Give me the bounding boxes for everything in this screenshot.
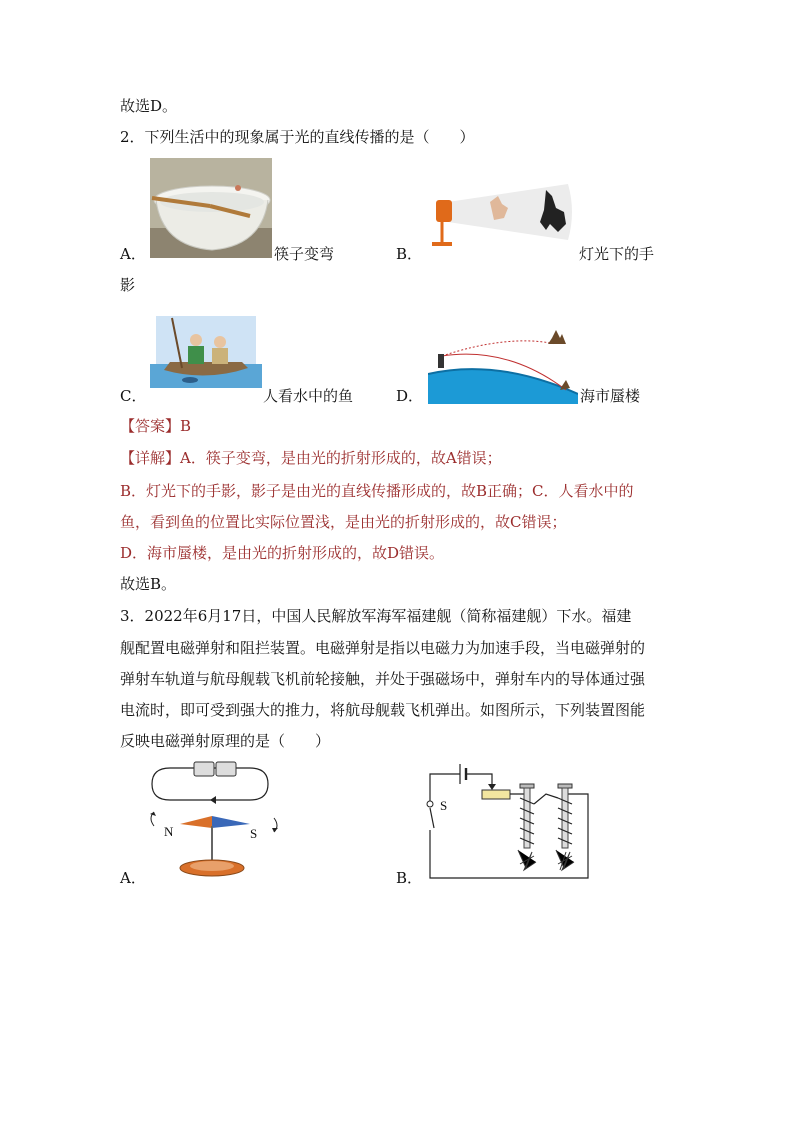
q2-detail-text-1: A．筷子变弯，是由光的折射形成的，故A错误；: [180, 449, 502, 467]
q2-detail-label: 【详解】: [120, 449, 181, 467]
q2-option-b-caption: 灯光下的手: [579, 245, 655, 263]
q2-option-b-image: [428, 182, 576, 252]
q2-detail-line-2: B．灯光下的手影，影子是由光的直线传播形成的，故B正确；C．人看水中的: [120, 482, 634, 500]
q2-answer: [120, 416, 191, 436]
q3-b-label-s: S: [440, 798, 448, 813]
prev-conclusion-text: 故选D。: [120, 97, 178, 115]
q2-conclusion: 故选B。: [120, 575, 177, 593]
q2-option-a-caption: 筷子变弯: [274, 245, 335, 263]
q3-line-3: 弹射车轨道与航母舰载飞机前轮接触，并处于强磁场中，弹射车内的导体通过强: [120, 670, 646, 688]
q3-option-b-letter: B．: [396, 869, 423, 887]
q2-option-c-image: [150, 312, 262, 388]
q2-option-d-image: [428, 328, 578, 404]
q2-option-d-letter: D．: [396, 387, 424, 405]
q3-line-1: 3．2022年6月17日，中国人民解放军海军福建舰（简称福建舰）下水。福建: [120, 607, 632, 625]
q2-detail-line-3: 鱼，看到鱼的位置比实际位置浅，是由光的折射形成的，故C错误；: [120, 513, 567, 531]
q2-option-a-letter: A．: [120, 245, 146, 263]
prev-conclusion: [120, 96, 177, 116]
q3-option-a-image: [140, 758, 290, 884]
q2-stem: 2．下列生活中的现象属于光的直线传播的是（ ）: [120, 128, 475, 146]
q3-a-label-n: N: [164, 824, 174, 839]
q2-detail-line-4: D．海市蜃楼，是由光的折射形成的，故D错误。: [120, 544, 445, 562]
q3-option-b-image: [420, 758, 596, 884]
q3-line-2: 舰配置电磁弹射和阻拦装置。电磁弹射是指以电磁力为加速手段，当电磁弹射的: [120, 639, 646, 657]
q2-option-c-caption: 人看水中的鱼: [263, 387, 354, 405]
q2-answer-value: B: [180, 417, 192, 435]
q2-option-a-image: [150, 158, 272, 258]
q2-option-b-letter: B．: [396, 245, 423, 263]
q2-option-c-letter: C．: [120, 387, 147, 405]
q3-line-5: 反映电磁弹射原理的是（ ）: [120, 732, 331, 750]
q2-detail-line-1: [120, 448, 502, 468]
q3-option-a-letter: A．: [120, 869, 146, 887]
q2-answer-label: 【答案】: [120, 417, 181, 435]
q2-option-d-caption: 海市蜃楼: [580, 387, 641, 405]
q2-option-b-caption-wrap: 影: [120, 276, 136, 294]
q3-line-4: 电流时，即可受到强大的推力，将航母舰载飞机弹出。如图所示，下列装置图能: [120, 701, 646, 719]
q3-a-label-s: S: [250, 826, 258, 841]
